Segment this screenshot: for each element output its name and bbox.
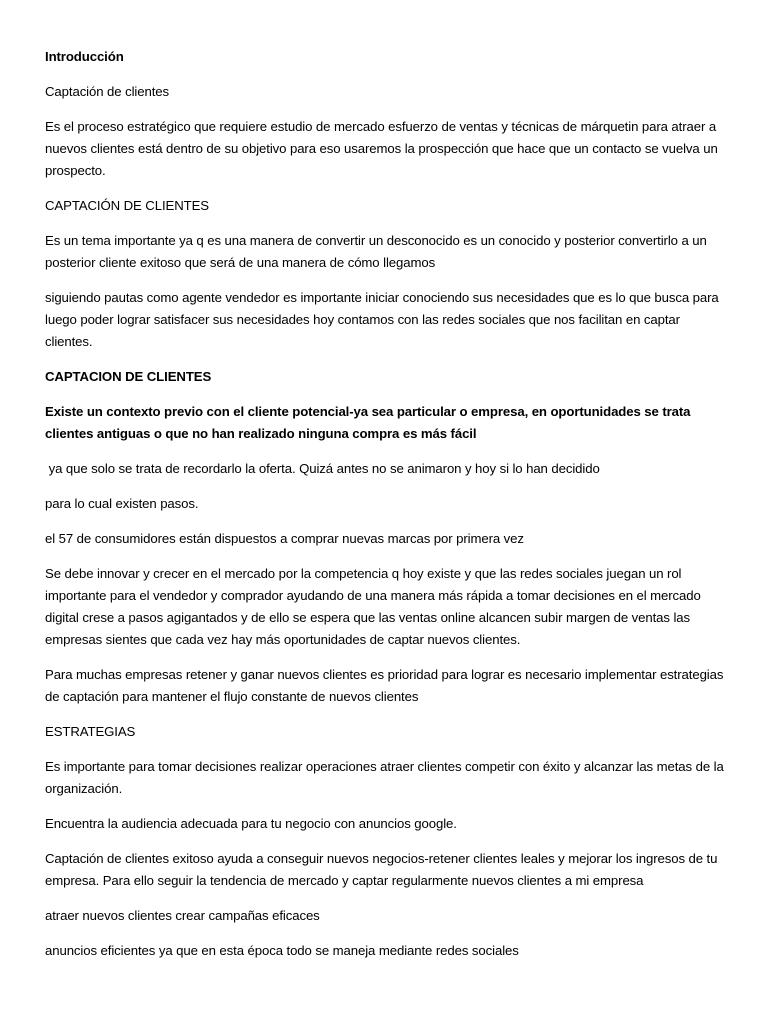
- paragraph-campanas: atraer nuevos clientes crear campañas eficaces: [45, 908, 320, 923]
- paragraph-innovar: Se debe innovar y crecer en el mercado por la competencia q hoy existe y que las redes sociales juegan un rol importante para el vendedor y comprador ayudando de una manera más rápida a tomar decisiones en el mercado digital crese a pasos agigantados y de ello se espera que las ventas online alcancen subir margen de ventas las empresas sientes que cada vez hay más oportunidades de captar nuevos clientes.: [45, 566, 701, 647]
- paragraph-retener: Para muchas empresas retener y ganar nuevos clientes es prioridad para lograr es necesario implementar estrategias de captación para mantener el flujo constante de nuevos clientes: [45, 667, 724, 704]
- subheading-captacion: Captación de clientes: [45, 84, 169, 99]
- paragraph-pautas: siguiendo pautas como agente vendedor es importante iniciar conociendo sus necesidades que es lo que busca para luego poder lograr satisfacer sus necesidades hoy contamos con las redes sociales que nos facilitan en captar clientes.: [45, 290, 719, 349]
- paragraph-consumidores: el 57 de consumidores están dispuestos a comprar nuevas marcas por primera vez: [45, 531, 524, 546]
- paragraph-decisiones: Es importante para tomar decisiones realizar operaciones atraer clientes competir con éxito y alcanzar las metas de la organización.: [45, 759, 724, 796]
- section-title-captacion: CAPTACIÓN DE CLIENTES: [45, 198, 209, 213]
- paragraph-definition: Es el proceso estratégico que requiere estudio de mercado esfuerzo de ventas y técnicas de márquetin para atraer a nuevos clientes está dentro de su objetivo para eso usaremos la prospección que hace que un contacto se vuelva un prospecto.: [45, 119, 718, 178]
- paragraph-recordar-oferta: ya que solo se trata de recordarlo la oferta. Quizá antes no se animaron y hoy si lo han decidido: [45, 461, 600, 476]
- heading-introduccion: Introducción: [45, 49, 124, 64]
- paragraph-tema-importante: Es un tema importante ya q es una manera de convertir un desconocido es un conocido y posterior convertirlo a un posterior cliente exitoso que será de una manera de cómo llegamos: [45, 233, 707, 270]
- paragraph-anuncios: anuncios eficientes ya que en esta época todo se maneja mediante redes sociales: [45, 943, 519, 958]
- paragraph-contexto-previo: Existe un contexto previo con el cliente potencial-ya sea particular o empresa, en oportunidades se trata clientes antiguas o que no han realizado ninguna compra es más fácil: [45, 404, 691, 441]
- section-title-captacion-bold: CAPTACION DE CLIENTES: [45, 369, 212, 384]
- section-title-estrategias: ESTRATEGIAS: [45, 724, 136, 739]
- paragraph-captacion-exitoso: Captación de clientes exitoso ayuda a conseguir nuevos negocios-retener clientes leales y mejorar los ingresos de tu empresa. Para ello seguir la tendencia de mercado y captar regularmente nuevos clientes a mi empresa: [45, 851, 718, 888]
- paragraph-pasos: para lo cual existen pasos.: [45, 496, 199, 511]
- paragraph-audiencia: Encuentra la audiencia adecuada para tu negocio con anuncios google.: [45, 816, 457, 831]
